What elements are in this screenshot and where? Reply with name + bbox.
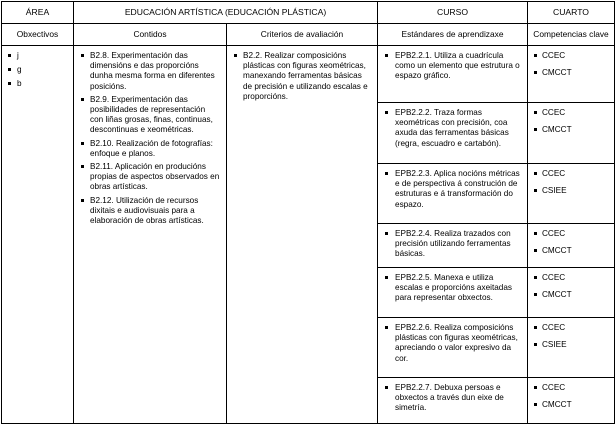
course-value: CUARTO [528, 2, 615, 24]
competence-item: CSIEE [531, 186, 612, 196]
competence-item: CCEC [531, 229, 612, 239]
standard-item: EPB2.2.6. Realiza composicións plásticas con figuras xeométricas, apreciando o valor expresivo da cor. [382, 323, 521, 364]
objective-item: g [5, 65, 71, 75]
standard-cell [378, 224, 528, 268]
criterion-item: B2.2. Realizar composicións plásticas con figuras xeométricas, manexando ferramentas básicas de precisión e utilizando escalas e proporcións. [231, 51, 369, 102]
competences-cell [528, 268, 615, 318]
header-row [2, 2, 615, 24]
objective-item: b [5, 79, 71, 89]
competence-item: CCEC [531, 383, 612, 393]
competence-item: CSIEE [531, 340, 612, 350]
competences-cell [528, 103, 615, 164]
column-header-row [2, 24, 615, 46]
standard-cell [378, 46, 528, 103]
competences-cell [528, 378, 615, 424]
area-label: ÁREA [2, 2, 74, 24]
competences-cell [528, 224, 615, 268]
competences-header: Competencias clave [528, 24, 615, 46]
content-item: B2.11. Aplicación en producións propias de aspectos observados en obras artísticas. [78, 162, 220, 193]
standard-item: EPB2.2.7. Debuxa persoas e obxectos a través dun eixe de simetría. [382, 383, 521, 414]
standard-cell [378, 378, 528, 424]
standard-item: EPB2.2.4. Realiza trazados con precisión utilizando ferramentas básicas. [382, 229, 521, 260]
competence-item: CCEC [531, 323, 612, 333]
competence-item: CMCCT [531, 400, 612, 410]
competence-item: CCEC [531, 108, 612, 118]
criteria-header: Criterios de avaliación [227, 24, 378, 46]
competence-item: CMCCT [531, 246, 612, 256]
contents-cell [74, 46, 227, 424]
standard-item: EPB2.2.2. Traza formas xeométricas con precisión, coa axuda das ferramentas básicas (regra, escuadro e cartabón). [382, 108, 521, 149]
competence-item: CCEC [531, 169, 612, 179]
objectives-header: Obxectivos [2, 24, 74, 46]
standard-cell [378, 318, 528, 378]
criteria-cell [227, 46, 378, 424]
standard-cell [378, 103, 528, 164]
standard-cell [378, 268, 528, 318]
curriculum-table [1, 1, 615, 424]
content-item: B2.8. Experimentación das dimensións e das proporcións dunha mesma forma en diferentes posicións. [78, 51, 220, 92]
standard-item: EPB2.2.1. Utiliza a cuadrícula como un elemento que estrutura o espazo gráfico. [382, 51, 521, 82]
table-row [2, 46, 615, 103]
competence-item: CCEC [531, 273, 612, 283]
objectives-cell [2, 46, 74, 424]
competence-item: CMCCT [531, 125, 612, 135]
competences-cell [528, 318, 615, 378]
standard-item: EPB2.2.5. Manexa e utiliza escalas e proporcións axeitadas para representar obxectos. [382, 273, 521, 304]
competences-cell [528, 46, 615, 103]
standard-item: EPB2.2.3. Aplica nocións métricas e de perspectiva á construción de estruturas e á transformación do espazo. [382, 169, 521, 210]
content-item: B2.9. Experimentación das posibilidades de representación con liñas grosas, finas, continuas, descontinuas e xeométricas. [78, 95, 220, 136]
competence-item: CMCCT [531, 68, 612, 78]
content-item: B2.12. Utilización de recursos dixitais e audiovisuais para a elaboración de obras artísticas. [78, 196, 220, 227]
objective-item: j [5, 51, 71, 61]
standards-header: Estándares de aprendizaxe [378, 24, 528, 46]
competences-cell [528, 164, 615, 224]
standard-cell [378, 164, 528, 224]
competence-item: CCEC [531, 51, 612, 61]
content-item: B2.10. Realización de fotografías: enfoque e planos. [78, 139, 220, 159]
subject-title: EDUCACIÓN ARTÍSTICA (EDUCACIÓN PLÁSTICA) [74, 2, 378, 24]
contents-header: Contidos [74, 24, 227, 46]
competence-item: CMCCT [531, 290, 612, 300]
course-label: CURSO [378, 2, 528, 24]
